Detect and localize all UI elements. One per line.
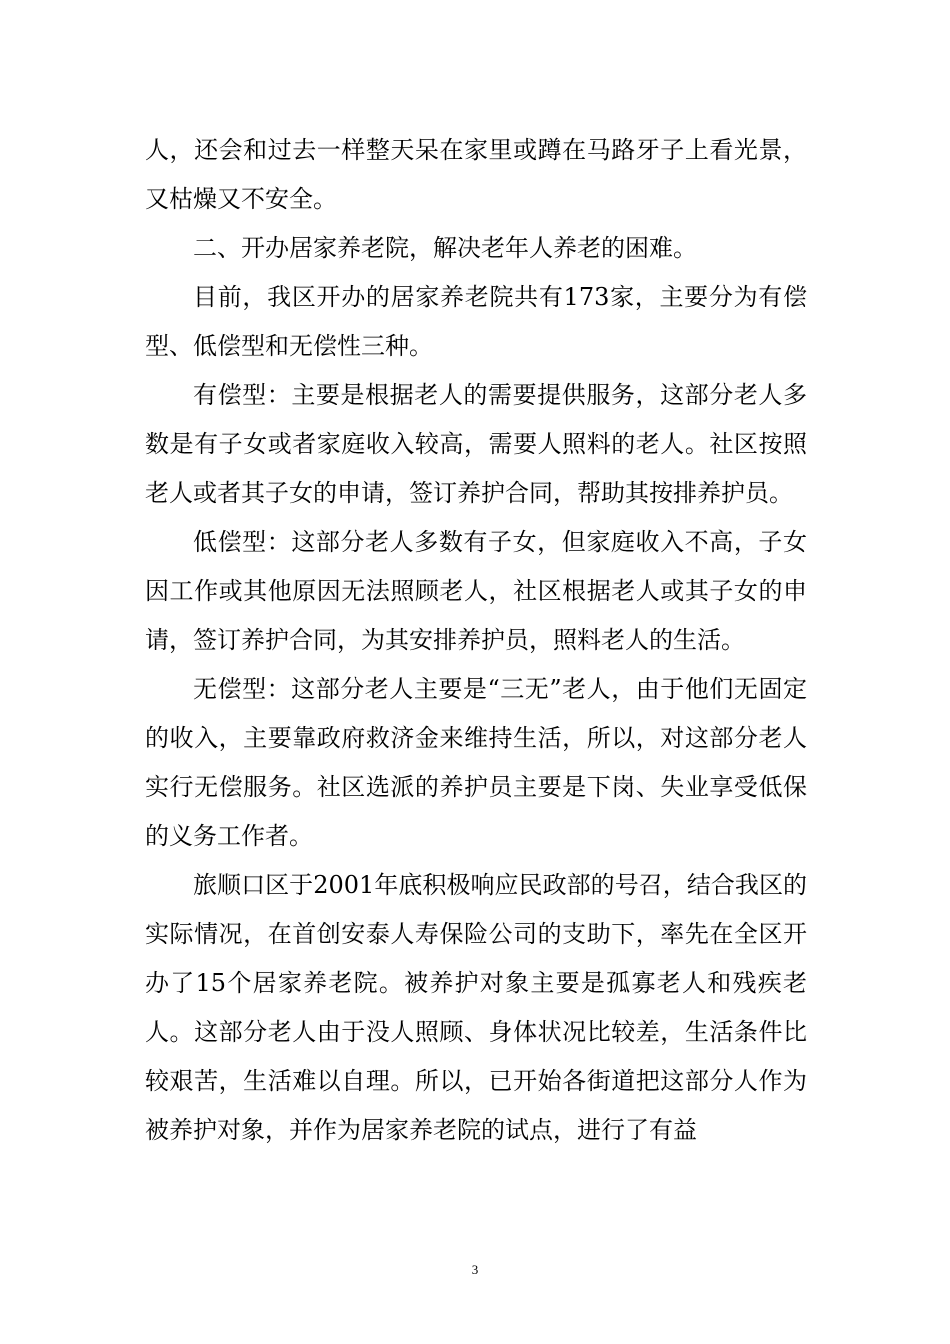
paragraph-7: 旅顺口区于2001年底积极响应民政部的号召，结合我区的实际情况，在首创安泰人寿保险公司的支助下，率先在全区开办了15个居家养老院。被养护对象主要是孤寡老人和残疾老人。这部分老人由于没人照顾、身体状况比较差，生活条件比较艰苦，生活难以自理。所以，已开始各街道把这部分人作为被养护对象，并作为居家养老院的试点，进行了有益 — [145, 871, 807, 1144]
page-number: 3 — [471, 1262, 479, 1277]
paragraph-1: 人，还会和过去一样整天呆在家里或蹲在马路牙子上看光景，又枯燥又不安全。 — [145, 136, 807, 213]
paragraph-3: 目前，我区开办的居家养老院共有173家，主要分为有偿型、低偿型和无偿性三种。 — [145, 283, 807, 360]
body-text — [145, 126, 807, 1155]
paragraph-6: 无偿型：这部分老人主要是“三无”老人，由于他们无固定的收入，主要靠政府救济金来维持生活，所以，对这部分老人实行无偿服务。社区选派的养护员主要是下岗、失业享受低保的义务工作者。 — [145, 675, 807, 850]
paragraph-2-heading: 二、开办居家养老院，解决老年人养老的困难。 — [193, 234, 697, 262]
paragraph-4: 有偿型：主要是根据老人的需要提供服务，这部分老人多数是有子女或者家庭收入较高，需要人照料的老人。社区按照老人或者其子女的申请，签订养护合同，帮助其按排养护员。 — [145, 381, 807, 507]
paragraph-5: 低偿型：这部分老人多数有子女，但家庭收入不高，子女因工作或其他原因无法照顾老人，社区根据老人或其子女的申请，签订养护合同，为其安排养护员，照料老人的生活。 — [145, 528, 807, 654]
